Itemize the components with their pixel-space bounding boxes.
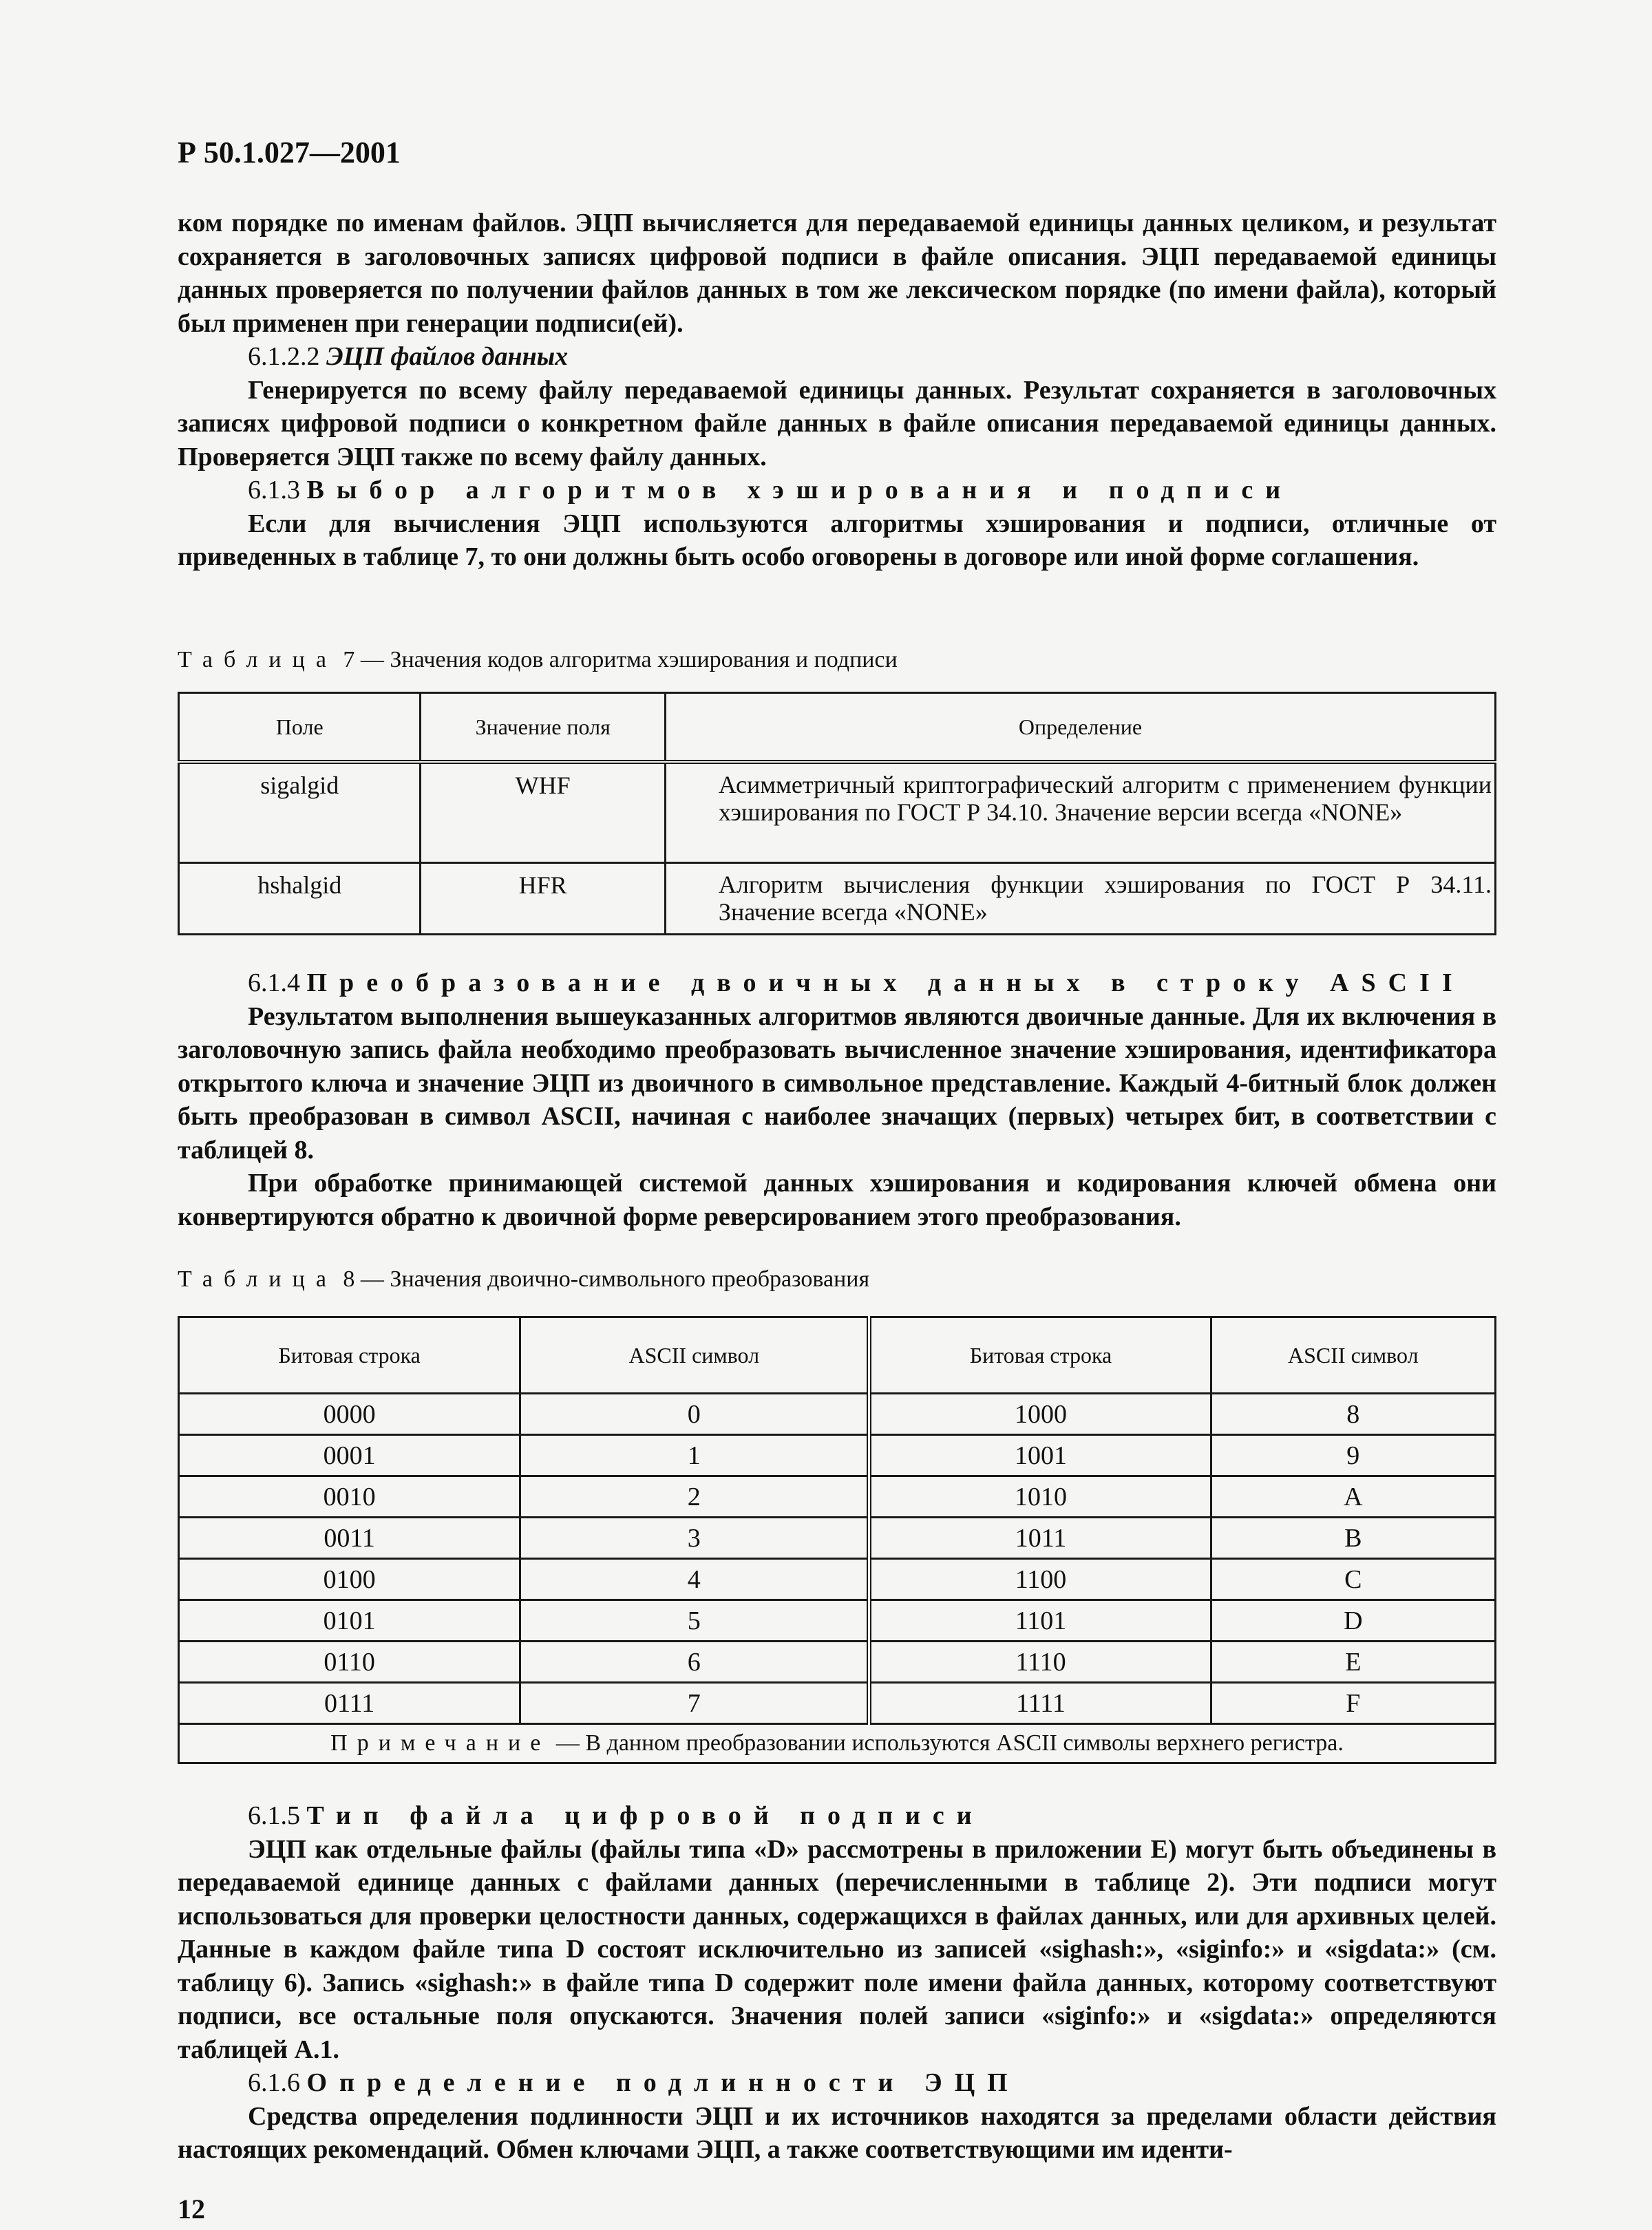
table-row bbox=[179, 1435, 1496, 1476]
table-cell: E bbox=[1211, 1642, 1495, 1683]
table-cell: 1000 bbox=[869, 1394, 1211, 1435]
section-number: 6.1.3 bbox=[248, 476, 300, 505]
column-header: Битовая строка bbox=[869, 1317, 1211, 1394]
table-cell: Алгоритм вычисления функции хэширования по ГОСТ Р 34.11. Значение всегда «NONE» bbox=[665, 862, 1495, 934]
table-cell: 1 bbox=[520, 1435, 869, 1476]
table-cell: D bbox=[1211, 1600, 1495, 1642]
table-cell: 0100 bbox=[179, 1559, 520, 1600]
table-row bbox=[179, 1518, 1496, 1559]
table-cell: 1011 bbox=[869, 1518, 1211, 1559]
table-cell: 1111 bbox=[869, 1683, 1211, 1724]
table-cell: 3 bbox=[520, 1518, 869, 1559]
column-header: ASCII символ bbox=[1211, 1317, 1495, 1394]
table-header-row bbox=[179, 1317, 1496, 1394]
caption-text: 7 — Значения кодов алгоритма хэширования и подписи bbox=[343, 647, 898, 672]
table-cell: 0011 bbox=[179, 1518, 520, 1559]
table-note-row bbox=[179, 1724, 1496, 1763]
section-6-1-4-heading bbox=[178, 966, 1496, 1000]
section-number: 6.1.6 bbox=[248, 2068, 300, 2097]
column-header: Битовая строка bbox=[179, 1317, 520, 1394]
table-7-caption bbox=[178, 647, 898, 673]
section-6-1-2-2-heading bbox=[178, 340, 1496, 374]
table-cell: HFR bbox=[421, 862, 665, 934]
table-8 bbox=[178, 1316, 1496, 1764]
table-cell: 0000 bbox=[179, 1394, 520, 1435]
table-8-caption bbox=[178, 1266, 869, 1293]
table-cell: WHF bbox=[421, 762, 665, 862]
caption-text: 8 — Значения двоично-символьного преобразования bbox=[343, 1266, 870, 1292]
table-7 bbox=[178, 692, 1496, 935]
table-cell: A bbox=[1211, 1476, 1495, 1518]
document-header: Р 50.1.027—2001 bbox=[178, 136, 401, 169]
section-6-1-3-heading bbox=[178, 474, 1496, 507]
table-cell: 2 bbox=[520, 1476, 869, 1518]
table-row bbox=[179, 762, 1496, 862]
table-cell: 8 bbox=[1211, 1394, 1495, 1435]
table-cell: F bbox=[1211, 1683, 1495, 1724]
section-6-1-6-text: Средства определения подлинности ЭЦП и их источников находятся за пределами области действия настоящих рекомендаций. Обмен ключами ЭЦП, а также соответствующими им иденти- bbox=[178, 2101, 1496, 2164]
section-6-1-3-text: Если для вычисления ЭЦП используются алгоритмы хэширования и подписи, отличные от приведенных в таблице 7, то они должны быть особо оговорены в договоре или иной форме соглашения. bbox=[178, 509, 1496, 571]
paragraph-continuation: ком порядке по именам файлов. ЭЦП вычисляется для передаваемой единицы данных целиком, и результат сохраняется в заголовочных записях цифровой подписи в файле описания. ЭЦП передаваемой единицы данных проверяется по получении файлов данных в том же лексическом порядке (по имени файла), который был применен при генерации подписи(ей). bbox=[178, 209, 1496, 338]
table-cell: 7 bbox=[520, 1683, 869, 1724]
section-title: Тип файла цифровой подписи bbox=[306, 1801, 984, 1830]
section-title: Выбор алгоритмов хэширования и подписи bbox=[306, 476, 1293, 505]
table-cell: B bbox=[1211, 1518, 1495, 1559]
table-cell: 9 bbox=[1211, 1435, 1495, 1476]
section-number: 6.1.4 bbox=[248, 968, 300, 997]
text-block-6-1-4 bbox=[178, 966, 1496, 1233]
table-cell: 1110 bbox=[869, 1642, 1211, 1683]
section-number: 6.1.5 bbox=[248, 1801, 300, 1830]
table-cell: 1001 bbox=[869, 1435, 1211, 1476]
table-cell: C bbox=[1211, 1559, 1495, 1600]
section-title: Преобразование двоичных данных в строку ASCII bbox=[306, 968, 1465, 997]
table-cell: 0 bbox=[520, 1394, 869, 1435]
table-cell: 1101 bbox=[869, 1600, 1211, 1642]
section-title: Определение подлинности ЭЦП bbox=[306, 2068, 1020, 2097]
table-cell: 0010 bbox=[179, 1476, 520, 1518]
section-number: 6.1.2.2 bbox=[248, 342, 320, 371]
table-row bbox=[179, 1642, 1496, 1683]
table-cell: 1100 bbox=[869, 1559, 1211, 1600]
section-6-1-2-2-text: Генерируется по всему файлу передаваемой единицы данных. Результат сохраняется в заголовочных записях цифровой подписи о конкретном файле данных в файле описания передаваемой единицы данных. Проверяется ЭЦП также по всему файлу данных. bbox=[178, 375, 1496, 471]
table-row bbox=[179, 1476, 1496, 1518]
table-row bbox=[179, 1600, 1496, 1642]
table-cell: 6 bbox=[520, 1642, 869, 1683]
column-header: Поле bbox=[179, 693, 421, 763]
caption-word: Таблица bbox=[178, 1266, 337, 1292]
table-cell: hshalgid bbox=[179, 862, 421, 934]
text-block-lower bbox=[178, 1799, 1496, 2167]
note-text: — В данном преобразовании используются ASCII символы верхнего регистра. bbox=[555, 1730, 1344, 1756]
column-header: ASCII символ bbox=[520, 1317, 869, 1394]
table-cell: 4 bbox=[520, 1559, 869, 1600]
caption-word: Таблица bbox=[178, 647, 337, 672]
column-header: Значение поля bbox=[421, 693, 665, 763]
table-cell: 0101 bbox=[179, 1600, 520, 1642]
table-cell: sigalgid bbox=[179, 762, 421, 862]
section-title: ЭЦП файлов данных bbox=[326, 342, 569, 371]
table-cell: Асимметричный криптографический алгоритм с применением функции хэширования по ГОСТ Р 34.10. Значение версии всегда «NONE» bbox=[665, 762, 1495, 862]
text-block-upper bbox=[178, 206, 1496, 574]
table-cell: 1010 bbox=[869, 1476, 1211, 1518]
table-row bbox=[179, 862, 1496, 934]
column-header: Определение bbox=[665, 693, 1495, 763]
note-word: Примечание bbox=[330, 1730, 551, 1756]
section-6-1-5-text: ЭЦП как отдельные файлы (файлы типа «D» рассмотрены в приложении Е) могут быть объединены в передаваемой единице данных с файлами данных (перечисленными в таблице 2). Эти подписи могут использоваться для проверки целостности данных, содержащихся в файлах данных, или для архивных целей. Данные в каждом файле типа D состоят исключительно из записей «sighash:», «siginfo:» и «sigdata:» (см. таблицу 6). Запись «sighash:» в файле типа D содержит поле имени файла данных, которому соответствуют подписи, все остальные поля опускаются. Значения полей записи «siginfo:» и «sigdata:» определяются таблицей А.1. bbox=[178, 1834, 1496, 2064]
section-6-1-5-heading bbox=[178, 1799, 1496, 1833]
table-row bbox=[179, 1559, 1496, 1600]
table-cell: 5 bbox=[520, 1600, 869, 1642]
table-header-row bbox=[179, 693, 1496, 763]
page-number: 12 bbox=[178, 2194, 205, 2224]
table-row bbox=[179, 1683, 1496, 1724]
section-6-1-4-text-2: При обработке принимающей системой данных хэширования и кодирования ключей обмена они конвертируются обратно к двоичной форме реверсированием этого преобразования. bbox=[178, 1169, 1496, 1231]
section-6-1-6-heading bbox=[178, 2066, 1496, 2100]
table-cell: 0111 bbox=[179, 1683, 520, 1724]
table-cell: 0001 bbox=[179, 1435, 520, 1476]
table-cell: 0110 bbox=[179, 1642, 520, 1683]
table-row bbox=[179, 1394, 1496, 1435]
section-6-1-4-text: Результатом выполнения вышеуказанных алгоритмов являются двоичные данные. Для их включения в заголовочную запись файла необходимо преобразовать вычисленное значение хэширования, идентификатора открытого ключа и значение ЭЦП из двоичного в символьное представление. Каждый 4-битный блок должен быть преобразован в символ ASCII, начиная с наиболее значащих (первых) четырех бит, в соответствии с таблицей 8. bbox=[178, 1001, 1496, 1165]
table-note bbox=[179, 1724, 1496, 1763]
